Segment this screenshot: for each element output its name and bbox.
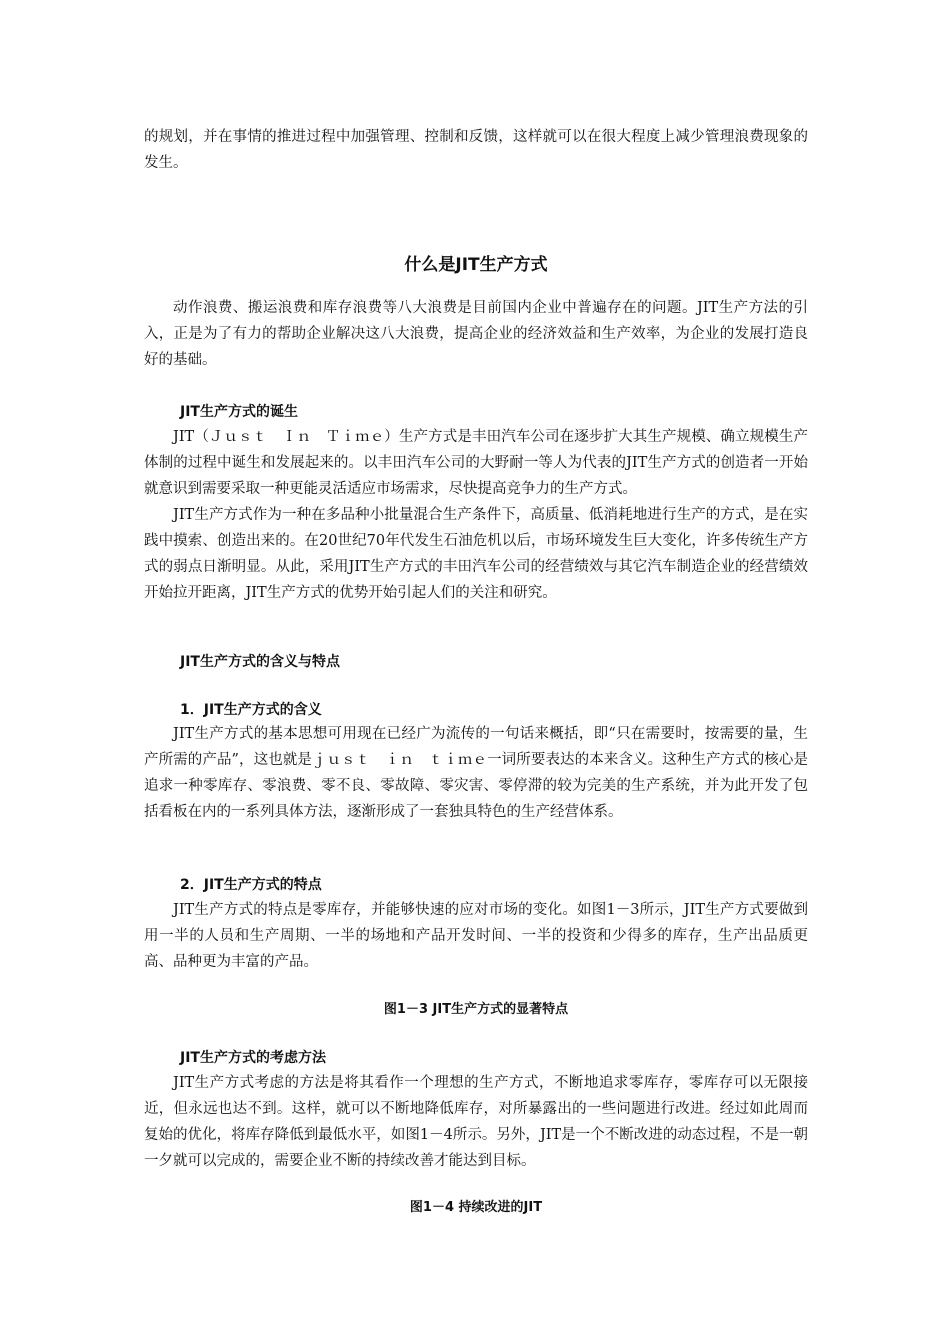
birth-heading: JIT生产方式的诞生 bbox=[180, 404, 298, 420]
meaning-sub2-paragraph: JIT生产方式的特点是零库存，并能够快速的应对市场的变化。如图1－3所示，JIT生产方式要做到用一半的人员和生产周期、一半的场地和产品开发时间、一半的投资和少得多的库存，生产出品质更高、品种更为丰富的产品。 bbox=[144, 902, 808, 970]
meaning-sub1-heading: 1．JIT生产方式的含义 bbox=[180, 702, 322, 718]
figure-1-4-caption: 图1－4 持续改进的JIT bbox=[409, 1200, 543, 1215]
meaning-sub2-heading: 2．JIT生产方式的特点 bbox=[180, 877, 322, 893]
figure-1-3-caption: 图1－3 JIT生产方式的显著特点 bbox=[383, 1002, 569, 1017]
intro-paragraph: 动作浪费、搬运浪费和库存浪费等八大浪费是目前国内企业中普遍存在的问题。JIT生产方法的引入，正是为了有力的帮助企业解决这八大浪费，提高企业的经济效益和生产效率，为企业的发展打造良好的基础。 bbox=[144, 300, 808, 368]
intro-tail-paragraph: 的规划，并在事情的推进过程中加强管理、控制和反馈，这样就可以在很大程度上减少管理浪费现象的发生。 bbox=[144, 129, 808, 171]
meaning-heading: JIT生产方式的含义与特点 bbox=[180, 654, 340, 670]
meaning-sub1-paragraph: JIT生产方式的基本思想可用现在已经广为流传的一句话来概括，即“只在需要时，按需要的量，生产所需的产品”，这也就是ｊｕｓｔ ｉｎ ｔｉｍｅ一词所要表达的本来含义。这种生产方式的核心是追求一种零库存、零浪费、零不良、零故障、零灾害、零停滞的较为完美的生产系统，并为此开发了包括看板在内的一系列具体方法，逐渐形成了一套独具特色的生产经营体系。 bbox=[144, 726, 808, 820]
birth-paragraph-1: JIT（Ｊｕｓｔ Ｉｎ Ｔｉｍｅ）生产方式是丰田汽车公司在逐步扩大其生产规模、确立规模生产体制的过程中诞生和发展起来的。以丰田汽车公司的大野耐一等人为代表的JIT生产方式的创造者一开始就意识到需要采取一种更能灵活适应市场需求，尽快提高竞争力的生产方式。 bbox=[144, 429, 808, 497]
birth-paragraph-2: JIT生产方式作为一种在多品种小批量混合生产条件下，高质量、低消耗地进行生产的方式，是在实践中摸索、创造出来的。在20世纪70年代发生石油危机以后，市场环境发生巨大变化，许多传统生产方式的弱点日渐明显。从此，采用JIT生产方式的丰田汽车公司的经营绩效与其它汽车制造企业的经营绩效开始拉开距离，JIT生产方式的优势开始引起人们的关注和研究。 bbox=[144, 507, 808, 601]
method-paragraph: JIT生产方式考虑的方法是将其看作一个理想的生产方式，不断地追求零库存，零库存可以无限接近，但永远也达不到。这样，就可以不断地降低库存，对所暴露出的一些问题进行改进。经过如此周而复始的优化，将库存降低到最低水平，如图1－4所示。另外，JIT是一个不断改进的动态过程，不是一朝一夕就可以完成的，需要企业不断的持续改善才能达到目标。 bbox=[144, 1075, 808, 1169]
method-heading: JIT生产方式的考虑方法 bbox=[180, 1050, 326, 1066]
page-title: 什么是JIT生产方式 bbox=[404, 255, 548, 275]
